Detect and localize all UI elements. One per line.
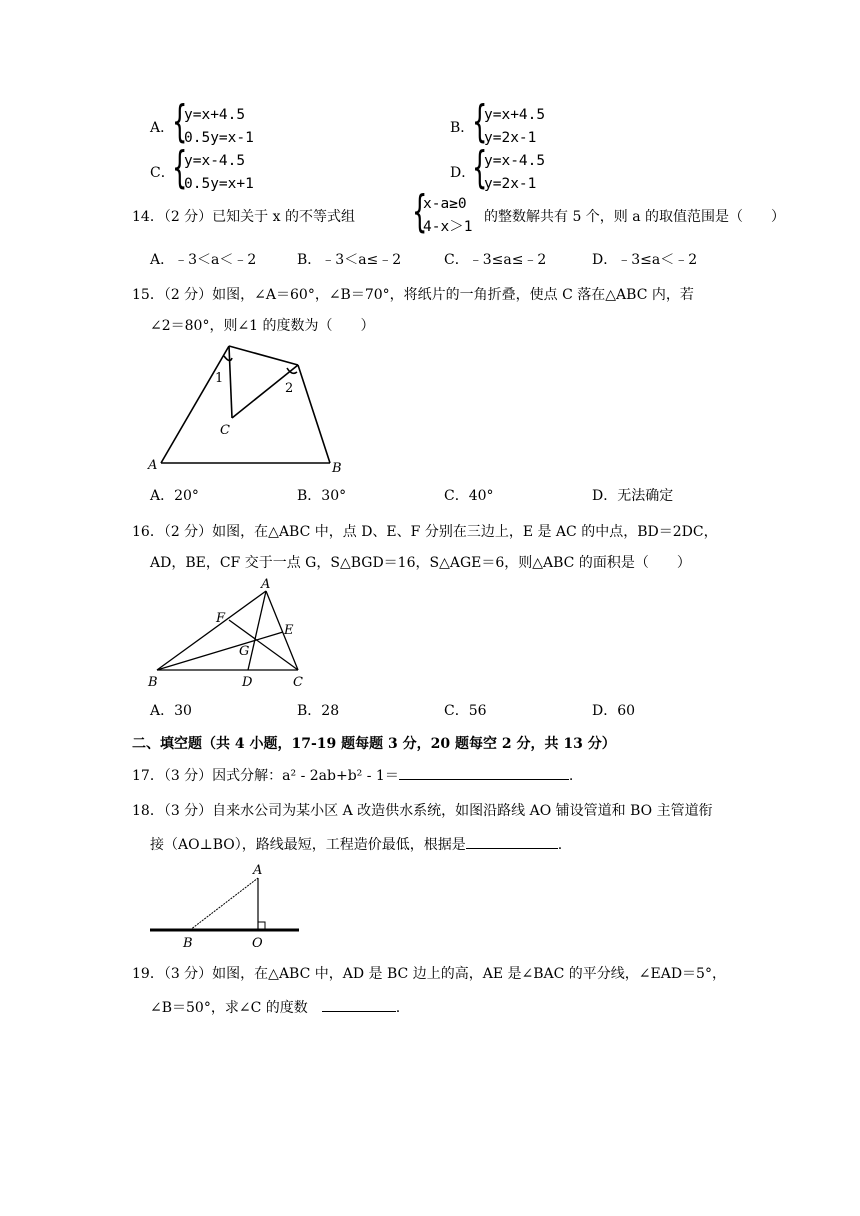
q14-option-c: C．﹣3≤a≤﹣2 xyxy=(444,252,547,268)
q13-option-d-letter: D． xyxy=(450,165,476,181)
q16-label-e: E xyxy=(284,623,294,638)
q15-line2: ∠2＝80°，则∠1 的度数为（ ） xyxy=(150,318,375,334)
q16-option-d: D．60 xyxy=(592,703,636,719)
q16-label-g: G xyxy=(239,644,250,659)
q13-option-c-line1: y=x-4.5 xyxy=(184,153,246,169)
q18-label-o: O xyxy=(252,936,263,950)
q15-label-a: A xyxy=(148,458,158,473)
q16-line2: AD，BE，CF 交于一点 G，S△BGD＝16，S△AGE＝6，则△ABC 的面积是（ ） xyxy=(150,555,691,571)
question-17 xyxy=(132,765,573,785)
q16-option-a: A．30 xyxy=(150,703,192,719)
q18-line-ba xyxy=(190,878,258,930)
q15-label-2: 2 xyxy=(285,381,294,396)
q16-label-a: A xyxy=(261,577,271,592)
q14-option-b: B．﹣3＜a≤﹣2 xyxy=(297,252,402,268)
q14-brace: { xyxy=(412,186,428,237)
q15-line1: 15．（2 分）如图，∠A＝60°，∠B＝70°，将纸片的一角折叠，使点 C 落在△ABC 内，若 xyxy=(132,287,694,303)
q14-option-d: D．﹣3≤a＜﹣2 xyxy=(592,252,698,268)
q13-option-a-letter: A． xyxy=(150,120,175,136)
q17-end: . xyxy=(568,768,574,784)
q13-option-c-line2: 0.5y=x+1 xyxy=(184,176,254,192)
q13-option-b-brace: { xyxy=(472,96,488,147)
q16-option-b: B．28 xyxy=(297,703,340,719)
q16-label-f: F xyxy=(216,611,226,626)
q18-answer-blank[interactable] xyxy=(466,834,558,849)
q13-option-b-line1: y=x+4.5 xyxy=(484,107,546,123)
q17-text: 17．（3 分）因式分解：a² - 2ab+b² - 1＝ xyxy=(132,768,399,784)
q16-side-ab xyxy=(157,591,266,670)
q16-cevian-be xyxy=(157,632,283,670)
q16-option-c: C．56 xyxy=(444,703,487,719)
q14-system-line1: x-a≥0 xyxy=(423,196,467,212)
q19-end: . xyxy=(395,1000,401,1016)
q13-option-d-brace: { xyxy=(472,142,488,193)
q18-line1: 18．（3 分）自来水公司为某小区 A 改造供水系统，如图沿路线 AO 铺设管道和 BO 主管道衔 xyxy=(132,803,713,819)
q15-option-d: D．无法确定 xyxy=(592,488,674,504)
q16-figure xyxy=(140,576,320,694)
q19-answer-blank[interactable] xyxy=(322,997,396,1012)
q15-side-a-fold xyxy=(161,346,229,463)
q18-figure xyxy=(145,860,305,950)
q15-label-b: B xyxy=(332,461,342,476)
q13-option-a-line1: y=x+4.5 xyxy=(184,107,246,123)
q18-right-angle-mark xyxy=(258,922,265,929)
q15-fold-left xyxy=(229,346,232,418)
q18-label-a: A xyxy=(253,863,263,878)
q13-option-d-line1: y=x-4.5 xyxy=(484,153,546,169)
q14-prefix: 14．（2 分）已知关于 x 的不等式组 xyxy=(132,209,355,225)
q15-fold-line xyxy=(229,346,298,365)
q15-option-b: B．30° xyxy=(297,488,347,504)
q14-system-line2: 4-x＞1 xyxy=(423,219,473,235)
q13-option-b-line2: y=2x-1 xyxy=(484,130,537,146)
q15-side-b-fold xyxy=(298,365,330,463)
q15-figure xyxy=(140,338,360,478)
q15-angle1-arc xyxy=(224,356,232,361)
q18-end: . xyxy=(557,837,563,853)
q13-option-a-line2: 0.5y=x-1 xyxy=(184,130,254,146)
q14-suffix: 的整数解共有 5 个，则 a 的取值范围是（ ） xyxy=(484,209,786,225)
q19-line2: ∠B＝50°，求∠C 的度数 xyxy=(150,1000,308,1016)
q16-line1: 16．（2 分）如图，在△ABC 中，点 D、E、F 分别在三边上，E 是 AC 的中点，BD＝2DC， xyxy=(132,524,718,540)
q13-option-a-brace: { xyxy=(172,96,188,147)
q15-option-c: C．40° xyxy=(444,488,494,504)
section-2-heading: 二、填空题（共 4 小题，17-19 题每题 3 分，20 题每空 2 分，共 13 分） xyxy=(132,736,616,752)
q18-line2: 接（AO⊥BO），路线最短，工程造价最低，根据是 xyxy=(150,837,466,853)
q14-option-a: A．﹣3＜a＜﹣2 xyxy=(150,252,257,268)
q13-option-d-line2: y=2x-1 xyxy=(484,176,537,192)
q18-label-b: B xyxy=(183,936,193,950)
q13-option-b-letter: B． xyxy=(450,120,475,136)
q16-label-d: D xyxy=(242,675,253,690)
q15-option-a: A．20° xyxy=(150,488,199,504)
q19-line1: 19．（3 分）如图，在△ABC 中，AD 是 BC 边上的高，AE 是∠BAC 的平分线，∠EAD＝5°， xyxy=(132,966,726,982)
q15-label-c: C xyxy=(220,423,230,438)
q13-option-c-brace: { xyxy=(172,142,188,193)
q16-label-c: C xyxy=(293,675,303,690)
q16-label-b: B xyxy=(148,675,158,690)
q15-label-1: 1 xyxy=(215,371,224,386)
q13-option-c-letter: C． xyxy=(150,165,175,181)
q17-answer-blank[interactable] xyxy=(399,765,569,780)
